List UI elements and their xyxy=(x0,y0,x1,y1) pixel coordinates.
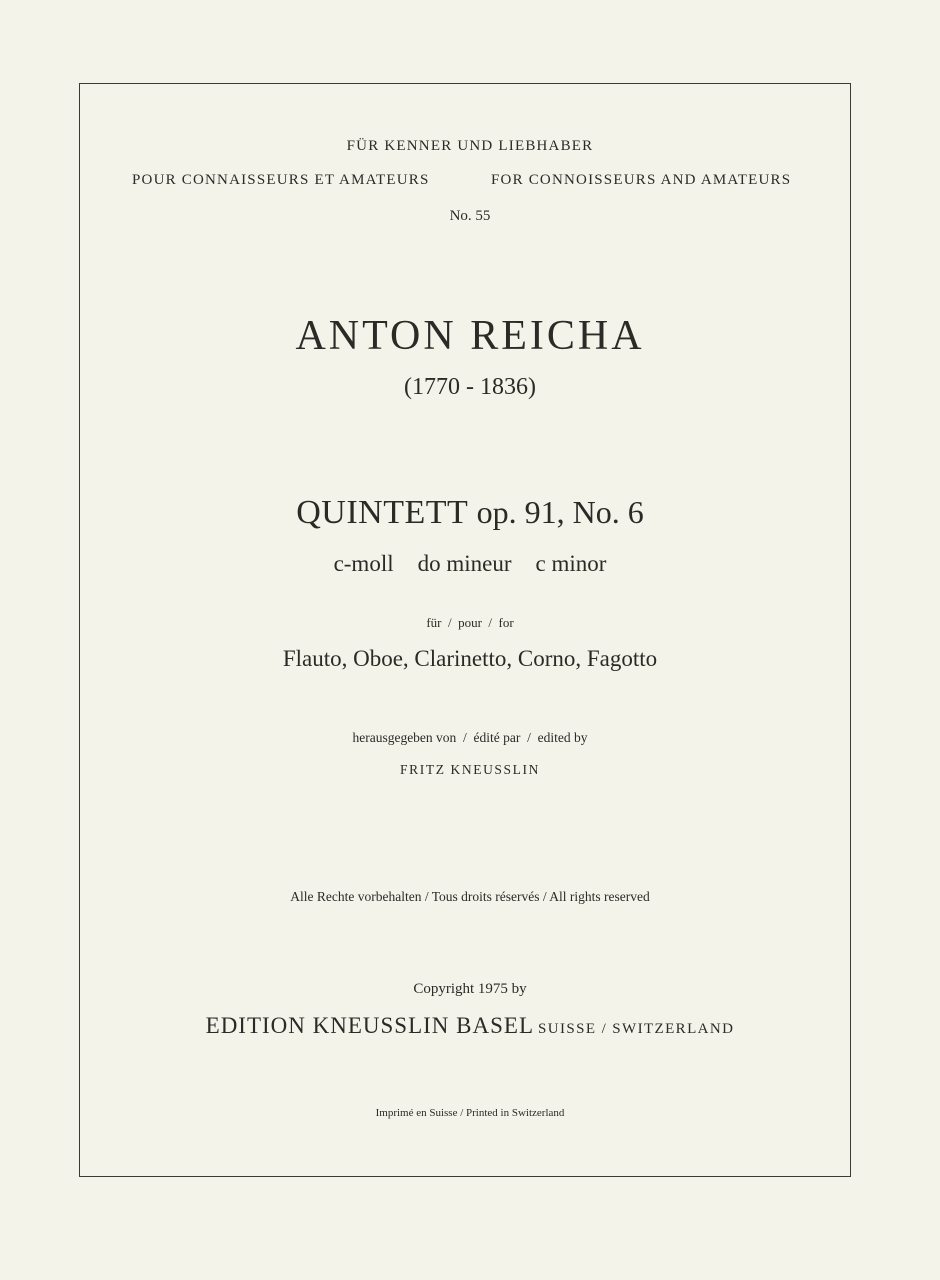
series-title-fr: POUR CONNAISSEURS ET AMATEURS xyxy=(132,172,430,188)
editor-name: FRITZ KNEUSSLIN xyxy=(400,762,540,777)
work-key-en: c minor xyxy=(535,551,607,576)
publisher-name: EDITION KNEUSSLIN BASEL xyxy=(205,1013,535,1038)
publisher xyxy=(0,1013,940,1039)
work-title-text: QUINTETT xyxy=(296,494,468,531)
composer-name: ANTON REICHA xyxy=(295,313,645,359)
editor-label: herausgegeben von / édité par / edited by xyxy=(352,730,588,745)
instrumentation: Flauto, Oboe, Clarinetto, Corno, Fagotto xyxy=(282,646,658,671)
work-key-de: c-moll xyxy=(333,551,394,576)
publisher-country: SUISSE / SWITZERLAND xyxy=(538,1021,735,1037)
work-title xyxy=(0,494,940,532)
composer-dates: (1770 - 1836) xyxy=(404,374,536,400)
series-number: No. 55 xyxy=(449,208,491,224)
copyright-line: Copyright 1975 by xyxy=(413,981,527,997)
scoring-label: für / pour / for xyxy=(426,615,514,630)
rights-notice: Alle Rechte vorbehalten / Tous droits réservés / All rights reserved xyxy=(290,889,650,904)
series-title-en: FOR CONNOISSEURS AND AMATEURS xyxy=(491,172,792,188)
work-opus: op. 91, No. 6 xyxy=(476,494,644,530)
series-title-de: FÜR KENNER UND LIEBHABER xyxy=(346,138,594,154)
work-key-fr: do mineur xyxy=(417,551,512,576)
printed-in: Imprimé en Suisse / Printed in Switzerland xyxy=(375,1107,565,1119)
work-key xyxy=(0,551,940,577)
